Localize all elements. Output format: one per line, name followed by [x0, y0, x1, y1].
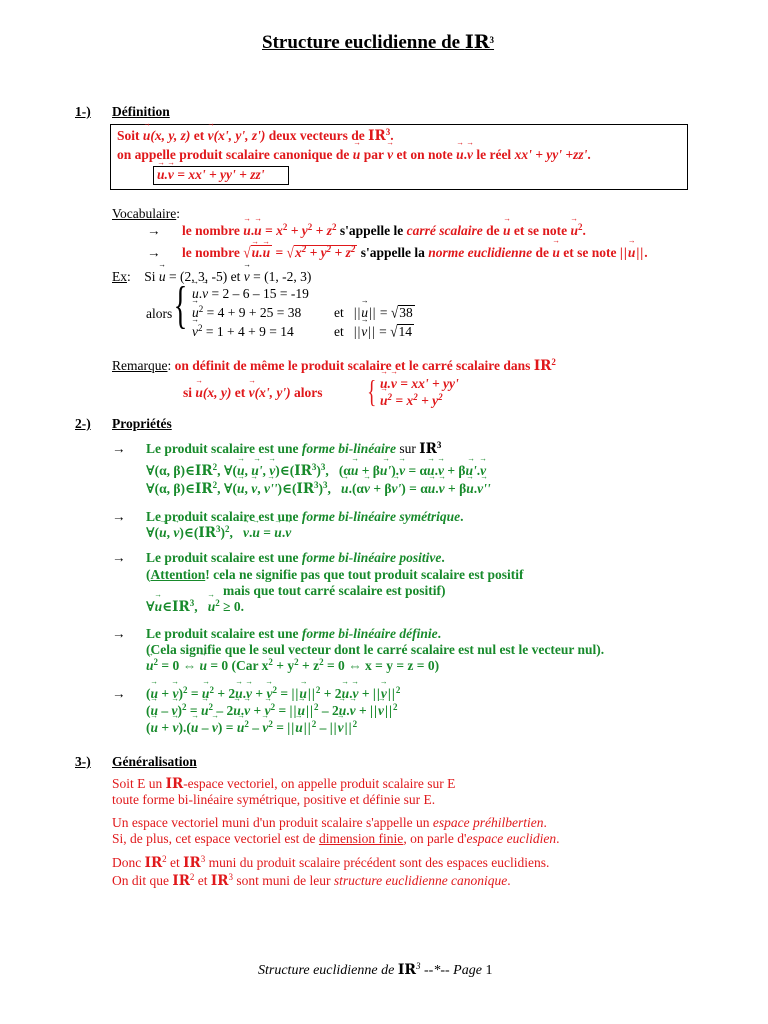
generalisation-line-6: On dit que $IR^2$ et $IR^3$ sont muni de leur structure euclidienne canonique. — [112, 872, 511, 889]
vocab-line-1: le nombre → $u.\to u = x^2 + y^2 + z^2$ s'appelle le carré scalaire de → u et se note → $u^2$. — [182, 223, 586, 239]
property-1-formula-1: ∀(α, $\beta)\in IR^2$, ∀(→ u, → u', → $v)\in(IR^3)^3$, (α→ u + β→ u').→ v = α→ u.→ v + β→ u'.→ v — [146, 463, 486, 479]
example-norm-u: et ||→ u|| = √38 — [334, 305, 415, 321]
identity-3: (→ u + → v).(→ u – → v) = → $u^2$ – → $v^2$ = ||→ $u||^2$ – ||→ $v||^2$ — [146, 720, 357, 736]
remark-line: Remarque: on définit de même le produit scalaire et le carré scalaire dans $IR^2$ — [112, 357, 556, 374]
property-3-note-1: (Attention! cela ne signifie pas que tout produit scalaire est positif — [146, 567, 524, 582]
property-1: Le produit scalaire est une forme bi-linéaire sur $IR^3$ — [146, 440, 442, 457]
example-norm-v: et ||→ v|| = √14 — [334, 324, 414, 340]
property-2: Le produit scalaire est une forme bi-linéaire symétrique. — [146, 509, 464, 524]
section-3-number: 3-) — [75, 754, 91, 769]
example-eq-1: → u.→ v = 2 – 6 – 15 = -19 — [192, 286, 309, 302]
remark-eq-1: → u.→ v = xx' + yy' — [380, 376, 459, 392]
generalisation-line-2: toute forme bi-linéaire symétrique, positive et définie sur E. — [112, 792, 436, 807]
example-line: Ex: Si → u = (2, 3, -5) et → v = (1, -2, 3) — [112, 269, 311, 285]
arrow-icon: → — [147, 245, 161, 260]
generalisation-line-3: Un espace vectoriel muni d'un produit scalaire s'appelle un espace préhilbertien. — [112, 815, 547, 830]
vocab-line-2: le nombre √→ $u.\to u = √x^2 + y^2 + z^2$ s'appelle la norme euclidienne de → u et se note ||→ u||. — [182, 245, 648, 261]
definition-line-1: Soit → u(x, y, z) et → v(x', y', z') deux vecteurs de $IR^3$. — [117, 128, 394, 144]
arrow-icon: → — [112, 626, 126, 641]
page-footer: Structure euclidienne de $IR^3$ --*-- Page 1 — [258, 961, 493, 978]
arrow-icon: → — [112, 509, 126, 524]
property-1-formula-2: ∀(α, $\beta)\in IR^2$, ∀(→ u, → v, → $v'')\in(IR^3)^3$, → u.(α→ v + β→ v') = α→ u.→ v + β→ u.→ v'' — [146, 481, 491, 497]
alors-label: alors — [146, 306, 173, 321]
identity-1: (→ u + → v)$^2$ = → $u^2 + 2\to u.\to v$ + → $v^2$ = ||→ $u||^2 + 2\to u.\to v$ + ||→ $v||^2$ — [146, 686, 400, 702]
section-1-heading: Définition — [112, 104, 170, 119]
section-1-number: 1-) — [75, 104, 91, 119]
boxed-formula: → u.→ v = xx' + yy' + zz' — [157, 167, 264, 183]
property-4-formula: → $u^2 = 0$ ⇔ → u = 0 (Car $x^2 + y^2 + z^2 = 0$ ⇔ x = y = z = 0) — [146, 658, 439, 674]
property-4: Le produit scalaire est une forme bi-linéaire définie. — [146, 626, 441, 641]
property-4-note: (Cela signifie que le seul vecteur dont le carré scalaire est nul est le vecteur nul). — [146, 642, 605, 657]
section-2-number: 2-) — [75, 416, 91, 431]
arrow-icon: → — [112, 686, 126, 701]
arrow-icon: → — [147, 223, 161, 238]
vocabulary-label: Vocabulaire: — [112, 206, 180, 221]
property-3: Le produit scalaire est une forme bi-linéaire positive. — [146, 550, 445, 565]
section-3-heading: Généralisation — [112, 754, 197, 769]
left-brace: { — [173, 277, 188, 334]
remark-eq-2: → $u^2 = x^2 + y^2$ — [380, 393, 443, 409]
identity-2: (→ u – → v)$^2$ = → $u^2 - 2\to u.\to v$ + → $v^2$ = ||→ $u||^2 - 2\to u.\to v$ + ||→ $v||^2$ — [146, 703, 397, 719]
definition-line-2: on appelle produit scalaire canonique de → u par → v et on note → u.→ v le réel xx' + yy' +zz'. — [117, 147, 591, 163]
generalisation-line-5: Donc $IR^2$ et $IR^3$ muni du produit scalaire précédent sont des espaces euclidiens. — [112, 854, 550, 871]
property-2-formula: ∀(→ u, → $v)\in(IR^3)^2$, → v.→ u = → u.→ v — [146, 525, 291, 541]
remark-brace: { — [367, 373, 377, 409]
generalisation-line-4: Si, de plus, cet espace vectoriel est de dimension finie, on parle d'espace euclidien. — [112, 831, 560, 846]
arrow-icon: → — [112, 550, 126, 565]
remark-condition: si → u(x, y) et → v(x', y') alors — [183, 385, 323, 401]
property-3-formula: ∀→ $u\in IR^3$, → $u^2 \ge 0$. — [146, 599, 244, 615]
example-eq-2: → $u^2 = 4 + 9 + 25 = 38$ — [192, 305, 301, 321]
property-3-note-2: mais que tout carré scalaire est positif) — [223, 583, 446, 598]
arrow-icon: → — [112, 441, 126, 456]
page-title: Structure euclidienne de $IR^3$ — [262, 31, 495, 53]
example-eq-3: → $v^2 = 1 + 4 + 9 = 14$ — [192, 324, 294, 340]
section-2-heading: Propriétés — [112, 416, 172, 431]
generalisation-line-1: Soit E un IR-espace vectoriel, on appelle produit scalaire sur E — [112, 776, 456, 792]
